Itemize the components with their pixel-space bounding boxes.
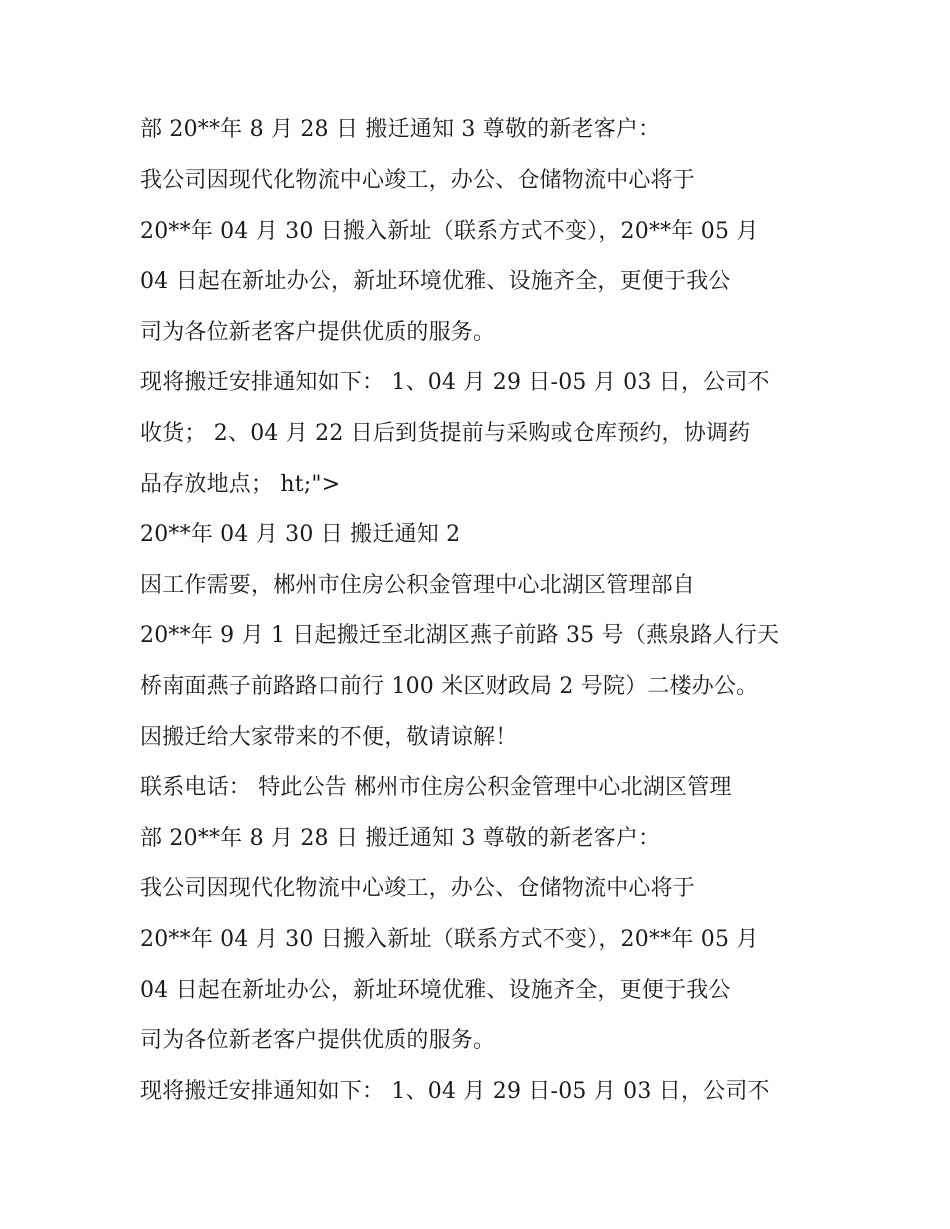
text-line: 现将搬迁安排通知如下： 1、04 月 29 日-05 月 03 日，公司不 [140, 1079, 770, 1104]
text-line: 联系电话： 特此公告 郴州市住房公积金管理中心北湖区管理 [140, 775, 732, 800]
text-line: 因搬迁给大家带来的不便，敬请谅解！ [140, 725, 518, 750]
text-line: 司为各位新老客户提供优质的服务。 [140, 320, 496, 345]
text-line: 20**年 9 月 1 日起搬迁至北湖区燕子前路 35 号（燕泉路人行天 [140, 623, 780, 648]
text-line: 收货； 2、04 月 22 日后到货提前与采购或仓库预约，协调药 [140, 421, 751, 446]
text-line: 司为各位新老客户提供优质的服务。 [140, 1028, 496, 1053]
text-line: 桥南面燕子前路路口前行 100 米区财政局 2 号院）二楼办公。 [140, 674, 759, 699]
text-line: 04 日起在新址办公，新址环境优雅、设施齐全，更便于我公 [140, 978, 731, 1003]
text-line: 20**年 04 月 30 日 搬迁通知 2 [140, 522, 461, 547]
text-line: 我公司因现代化物流中心竣工，办公、仓储物流中心将于 [140, 876, 696, 901]
text-line: 现将搬迁安排通知如下： 1、04 月 29 日-05 月 03 日，公司不 [140, 370, 770, 395]
text-line: 20**年 04 月 30 日搬入新址（联系方式不变），20**年 05 月 [140, 927, 759, 952]
text-line: 部 20**年 8 月 28 日 搬迁通知 3 尊敬的新老客户： [140, 826, 661, 851]
text-line: 20**年 04 月 30 日搬入新址（联系方式不变），20**年 05 月 [140, 219, 759, 244]
text-line: 因工作需要，郴州市住房公积金管理中心北湖区管理部自 [140, 573, 696, 598]
text-line: 我公司因现代化物流中心竣工，办公、仓储物流中心将于 [140, 168, 696, 193]
text-line: 部 20**年 8 月 28 日 搬迁通知 3 尊敬的新老客户： [140, 117, 661, 142]
text-line: 品存放地点； ht;"> [140, 472, 341, 497]
text-line: 04 日起在新址办公，新址环境优雅、设施齐全，更便于我公 [140, 269, 731, 294]
